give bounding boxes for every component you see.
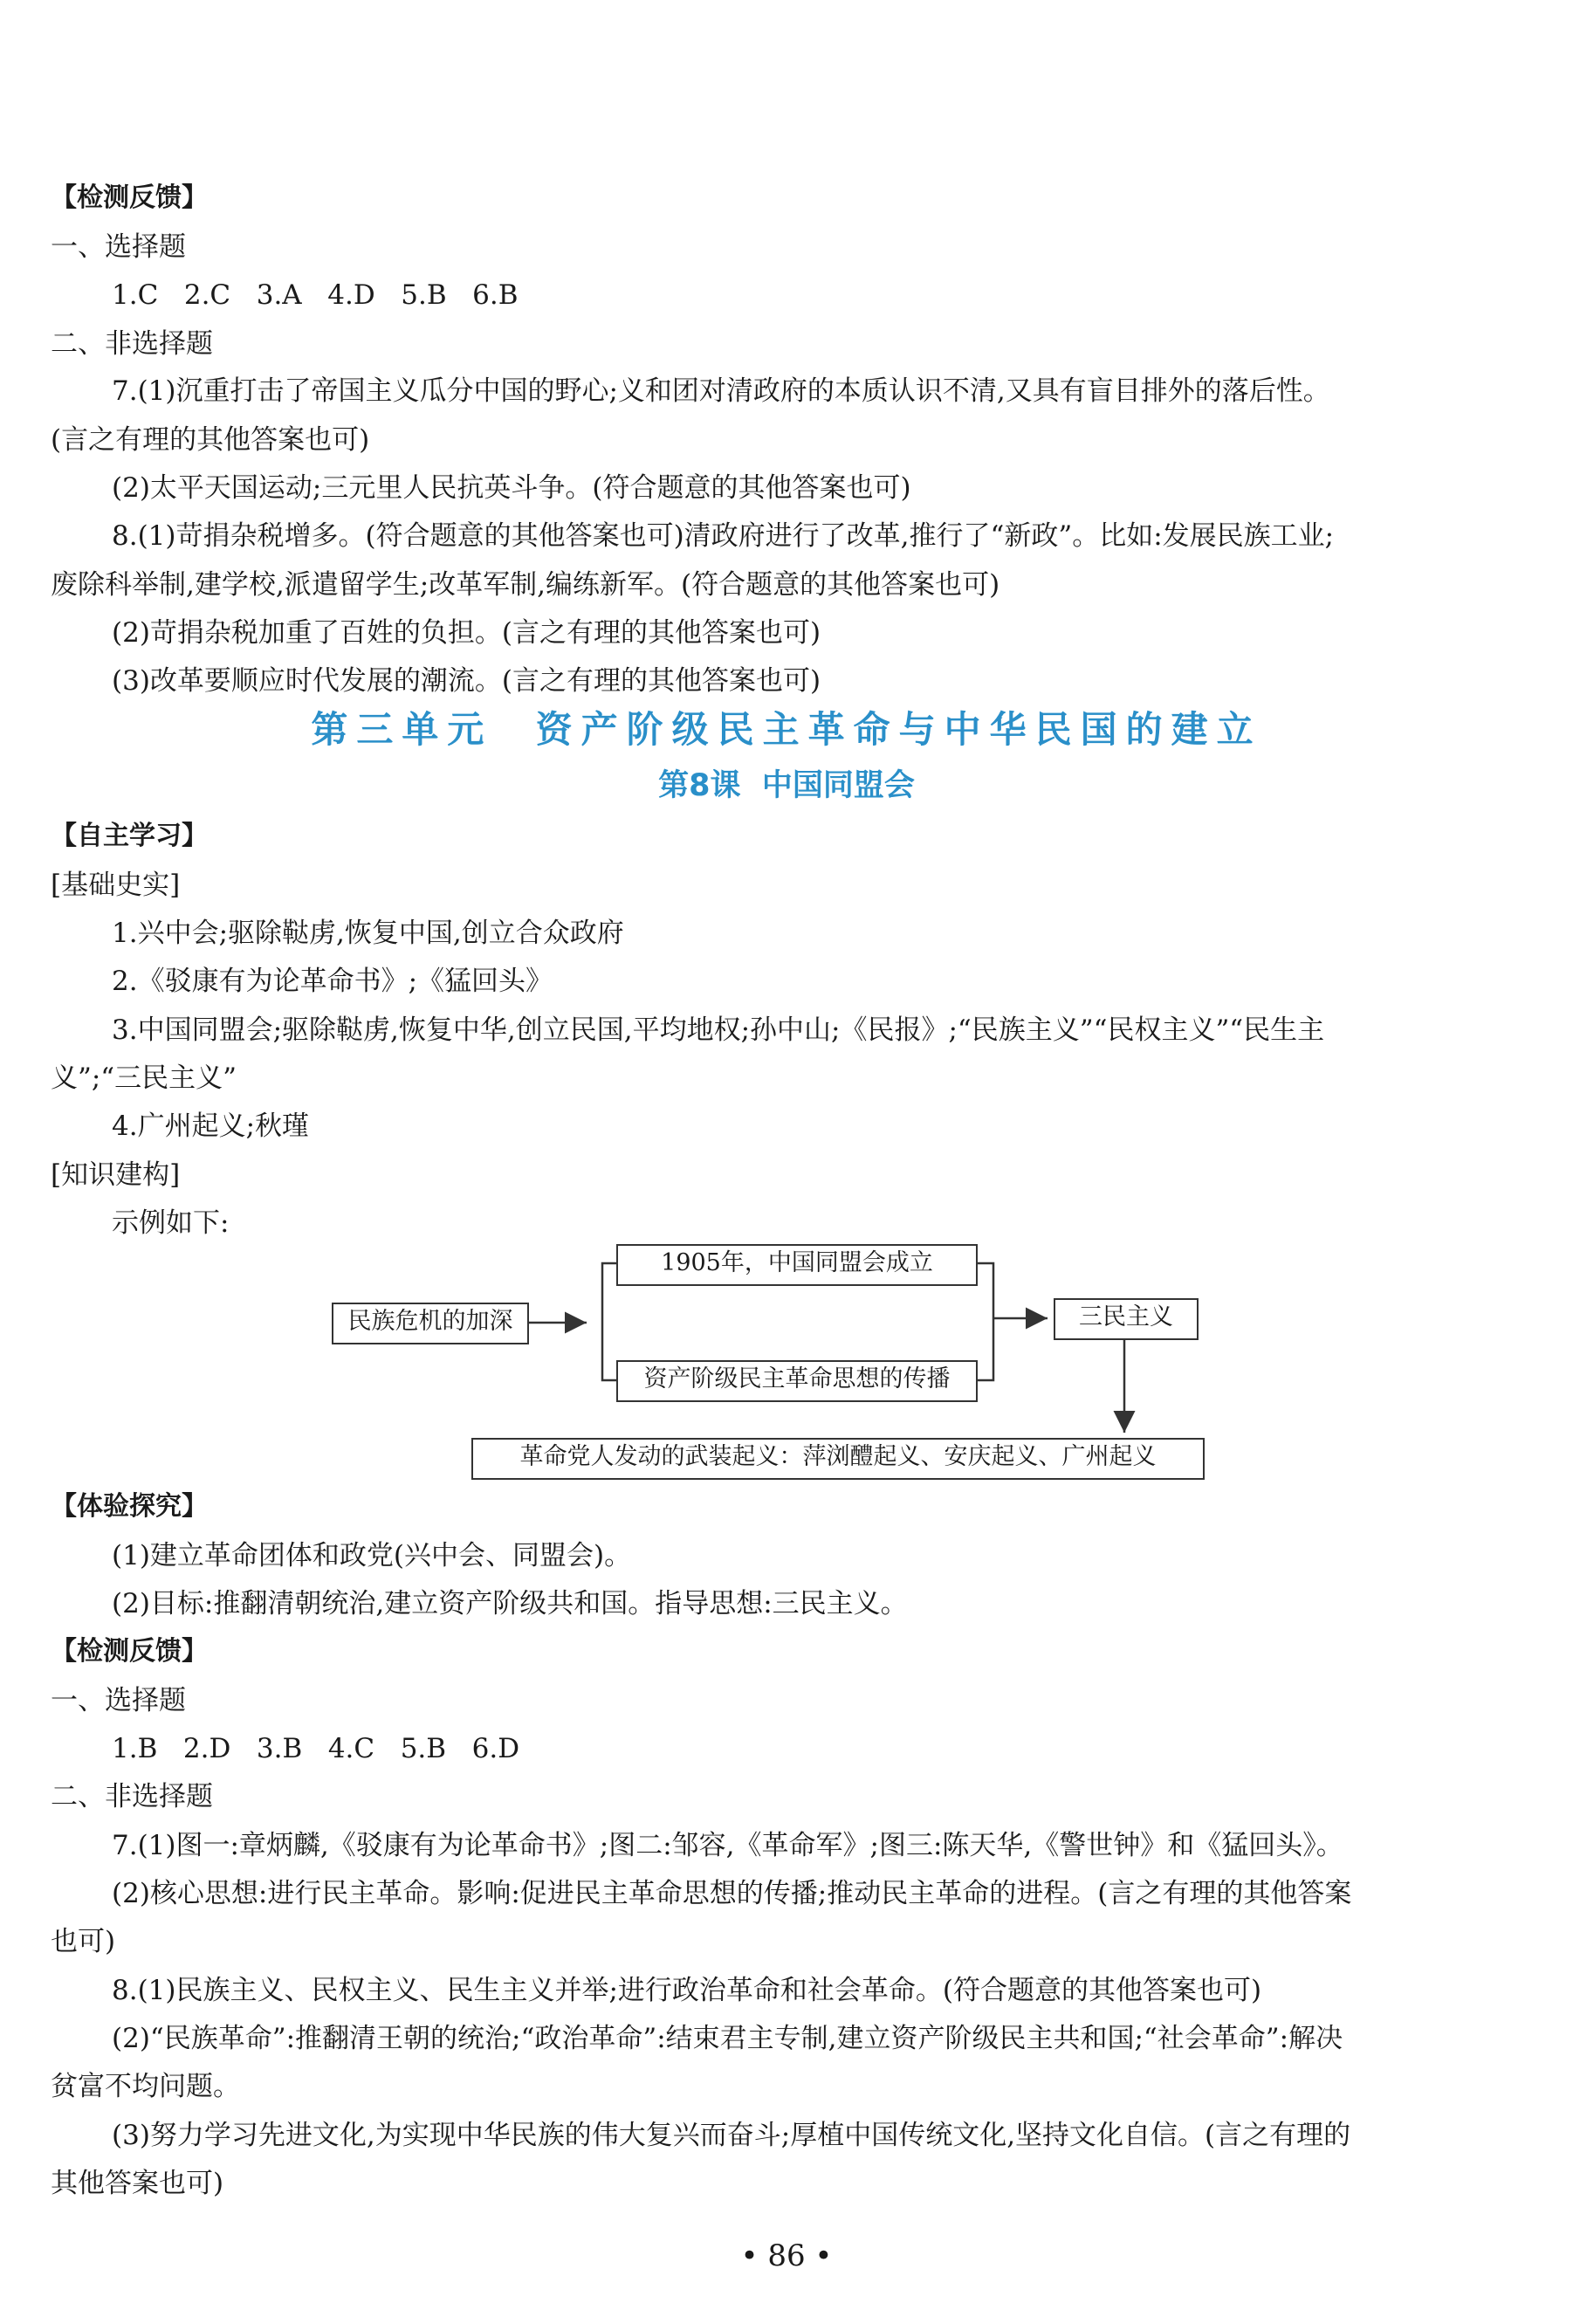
basics-item-2: 2.《驳康有为论革命书》;《猛回头》 [112, 966, 553, 997]
three-principles-box: 三民主义 [1054, 1298, 1199, 1340]
bottom-q7-2-line2: 也可) [51, 1926, 116, 1957]
unit-title: 第三单元 资产阶级民主革命与中华民国的建立 [311, 708, 1262, 751]
crisis-box: 民族危机的加深 [332, 1303, 529, 1344]
mc-answers-bottom: 1.B 2.D 3.B 4.C 5.B 6.D [112, 1733, 520, 1764]
bottom-q8-2-line2: 贫富不均问题。 [51, 2071, 240, 2102]
nonmc-heading-top: 二、非选择题 [51, 328, 213, 360]
mc-heading-top: 一、选择题 [51, 231, 186, 263]
bottom-q8-3-line2: 其他答案也可) [51, 2168, 224, 2199]
basics-item-1: 1.兴中会;驱除鞑虏,恢复中国,创立合众政府 [112, 918, 624, 949]
explore-heading: 【体验探究】 [51, 1491, 208, 1522]
basics-heading: [基础史实] [51, 870, 181, 901]
explore-answer-1: (1)建立革命团体和政党(兴中会、同盟会)。 [112, 1540, 632, 1571]
top-q7-1-line2: (言之有理的其他答案也可) [51, 424, 370, 456]
explore-answer-2: (2)目标:推翻清朝统治,建立资产阶级共和国。指导思想:三民主义。 [112, 1588, 908, 1619]
bottom-q7-1: 7.(1)图一:章炳麟,《驳康有为论革命书》;图二:邹容,《革命军》;图三:陈天华,《警世钟》和《猛回头》。 [112, 1830, 1343, 1861]
lesson-title: 第8课 中国同盟会 [658, 768, 915, 803]
nonmc-heading-bottom: 二、非选择题 [51, 1781, 213, 1812]
basics-item-3-line2: 义”;“三民主义” [51, 1062, 237, 1094]
top-q7-2: (2)太平天国运动;三元里人民抗英斗争。(符合题意的其他答案也可) [112, 472, 911, 504]
uprisings-box: 革命党人发动的武装起义：萍浏醴起义、安庆起义、广州起义 [471, 1438, 1205, 1480]
self-study-heading: 【自主学习】 [51, 821, 208, 851]
mc-answers-top: 1.C 2.C 3.A 4.D 5.B 6.B [112, 279, 519, 311]
bottom-q8-1: 8.(1)民族主义、民权主义、民生主义并举;进行政治革命和社会革命。(符合题意的其他答案也可) [112, 1975, 1262, 2006]
founding-box: 1905年，中国同盟会成立 [616, 1244, 978, 1286]
feedback-heading-bottom: 【检测反馈】 [51, 1636, 208, 1667]
bottom-q8-3-line1: (3)努力学习先进文化,为实现中华民族的伟大复兴而奋斗;厚植中国传统文化,坚持文化自信。(言之有理的 [112, 2120, 1351, 2151]
top-q8-2: (2)苛捐杂税加重了百姓的负担。(言之有理的其他答案也可) [112, 617, 821, 649]
basics-item-3-line1: 3.中国同盟会;驱除鞑虏,恢复中华,创立民国,平均地权;孙中山;《民报》;“民族主义”“民权主义”“民生主 [112, 1014, 1325, 1046]
top-q8-1-line1: 8.(1)苛捐杂税增多。(符合题意的其他答案也可)清政府进行了改革,推行了“新政”。比如:发展民族工业; [112, 520, 1335, 552]
spread-box: 资产阶级民主革命思想的传播 [616, 1360, 978, 1402]
top-q7-1-line1: 7.(1)沉重打击了帝国主义瓜分中国的野心;义和团对清政府的本质认识不清,又具有盲目排外的落后性。 [112, 375, 1330, 407]
page-number: • 86 • [740, 2238, 833, 2273]
knowledge-heading: [知识建构] [51, 1159, 181, 1191]
bottom-q7-2-line1: (2)核心思想:进行民主革命。影响:促进民主革命思想的传播;推动民主革命的进程。(言之有理的其他答案 [112, 1878, 1352, 1909]
top-q8-1-line2: 废除科举制,建学校,派遣留学生;改革军制,编练新军。(符合题意的其他答案也可) [51, 569, 1000, 601]
basics-item-4: 4.广州起义;秋瑾 [112, 1110, 310, 1142]
example-label: 示例如下: [112, 1207, 230, 1239]
feedback-heading-top: 【检测反馈】 [51, 182, 208, 213]
bottom-q8-2-line1: (2)“民族革命”:推翻清王朝的统治;“政治革命”:结束君主专制,建立资产阶级民主共和国;“社会革命”:解决 [112, 2023, 1343, 2054]
top-q8-3: (3)改革要顺应时代发展的潮流。(言之有理的其他答案也可) [112, 665, 821, 697]
mc-heading-bottom: 一、选择题 [51, 1685, 186, 1716]
